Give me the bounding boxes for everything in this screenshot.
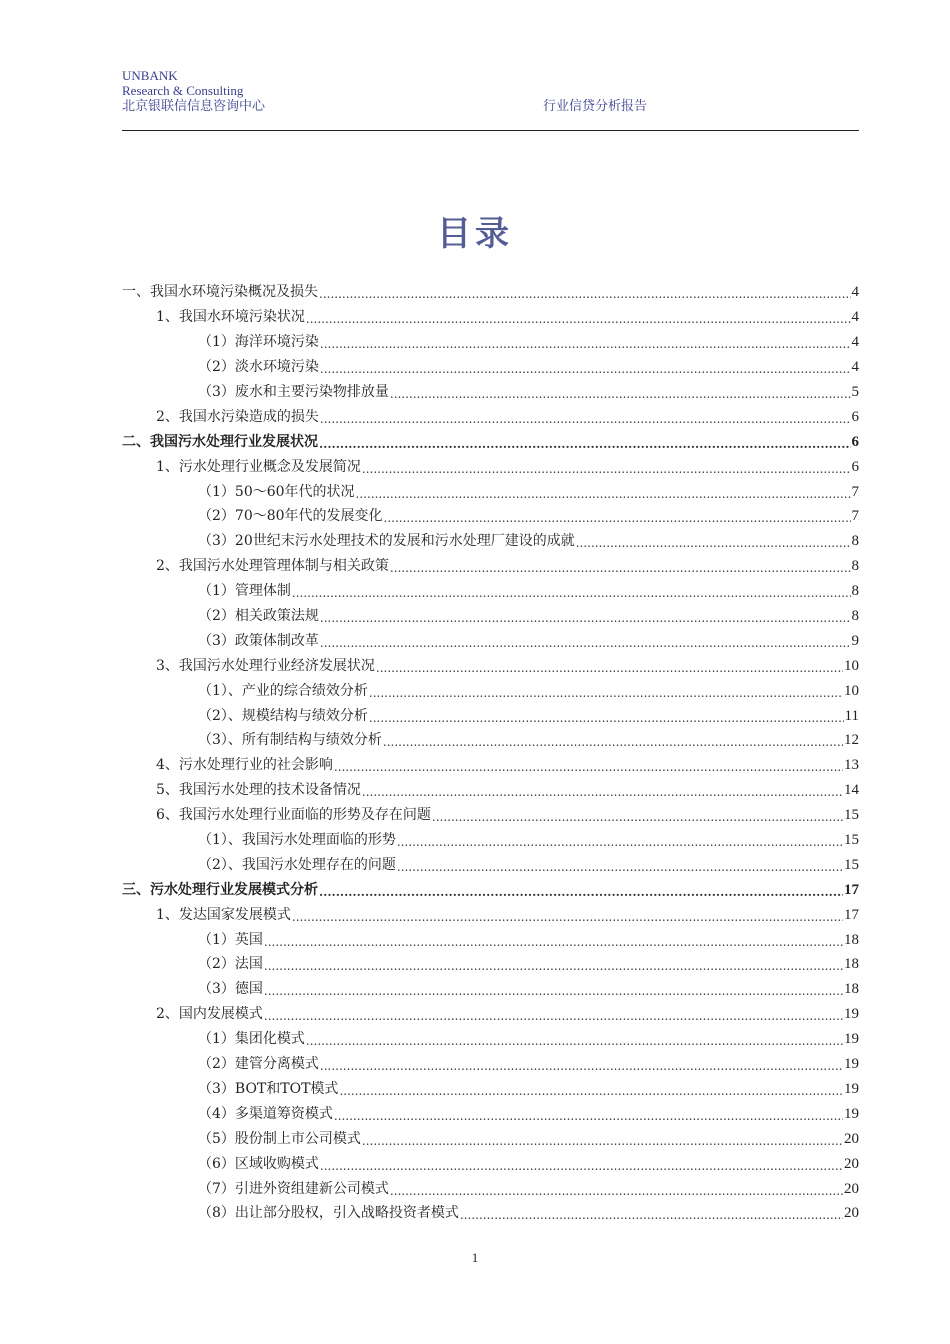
dot-leader	[369, 684, 843, 702]
toc-entry-page: 10	[844, 657, 859, 674]
toc-entry[interactable]	[122, 1077, 859, 1102]
toc-entry-title: （2）、规模结构与绩效分析	[198, 707, 368, 724]
toc-entry[interactable]	[122, 653, 859, 678]
dot-leader	[390, 385, 851, 403]
toc-entry-page: 8	[851, 533, 859, 550]
toc-entry[interactable]	[122, 1027, 859, 1052]
toc-entry[interactable]	[122, 355, 859, 380]
toc-entry[interactable]	[122, 778, 859, 803]
toc-entry-page: 11	[844, 707, 859, 724]
dot-leader	[334, 1107, 843, 1125]
toc-entry-title: 1、发达国家发展模式	[156, 906, 291, 923]
table-of-contents	[122, 280, 859, 1226]
toc-entry-title: （2）70～80年代的发展变化	[198, 508, 383, 525]
toc-entry-title: （1）、我国污水处理面临的形势	[198, 832, 396, 849]
dot-leader	[320, 609, 851, 627]
toc-entry[interactable]	[122, 429, 859, 454]
toc-entry-page: 8	[851, 558, 859, 575]
brand-name: UNBANK	[122, 68, 178, 83]
toc-entry-title: （3）BOT和TOT模式	[198, 1080, 339, 1097]
toc-entry[interactable]	[122, 404, 859, 429]
dot-leader	[369, 709, 844, 727]
dot-leader	[292, 908, 843, 926]
brand-chinese-name: 北京银联信信息咨询中心	[122, 98, 266, 113]
header-divider	[122, 130, 859, 131]
toc-entry[interactable]	[122, 579, 859, 604]
toc-entry[interactable]	[122, 604, 859, 629]
dot-leader	[264, 933, 843, 951]
toc-entry[interactable]	[122, 529, 859, 554]
toc-entry[interactable]	[122, 1201, 859, 1226]
toc-entry-page: 8	[851, 583, 859, 600]
toc-entry[interactable]	[122, 380, 859, 405]
dot-leader	[576, 534, 851, 552]
dot-leader	[292, 584, 851, 602]
toc-entry[interactable]	[122, 803, 859, 828]
toc-entry-title: （1）海洋环境污染	[198, 334, 319, 351]
dot-leader	[320, 335, 851, 353]
toc-entry-page: 7	[851, 483, 859, 500]
toc-entry-page: 20	[844, 1155, 859, 1172]
toc-entry[interactable]	[122, 728, 859, 753]
toc-entry-title: （6）区域收购模式	[198, 1155, 319, 1172]
toc-entry-page: 19	[844, 1105, 859, 1122]
toc-entry-title: 4、污水处理行业的社会影响	[156, 757, 333, 774]
dot-leader	[320, 360, 851, 378]
report-type: 行业信贷分析报告	[543, 99, 648, 114]
toc-entry-page: 15	[844, 856, 859, 873]
toc-entry-page: 9	[851, 632, 859, 649]
toc-entry[interactable]	[122, 703, 859, 728]
toc-entry[interactable]	[122, 852, 859, 877]
page-header	[122, 68, 859, 132]
toc-entry-page: 19	[844, 1056, 859, 1073]
brand-subtitle: Research & Consulting	[122, 83, 244, 98]
toc-entry-title: （1）集团化模式	[198, 1031, 305, 1048]
dot-leader	[264, 957, 843, 975]
dot-leader	[460, 1206, 843, 1224]
toc-entry-page: 4	[851, 284, 859, 301]
dot-leader	[376, 659, 843, 677]
toc-entry[interactable]	[122, 927, 859, 952]
toc-entry-page: 4	[851, 334, 859, 351]
toc-entry-page: 19	[844, 1006, 859, 1023]
toc-entry[interactable]	[122, 753, 859, 778]
dot-leader	[320, 1157, 843, 1175]
page-number: 1	[471, 1250, 479, 1265]
toc-entry-page: 6	[851, 408, 859, 425]
dot-leader	[362, 460, 851, 478]
toc-entry[interactable]	[122, 330, 859, 355]
toc-entry[interactable]	[122, 952, 859, 977]
dot-leader	[320, 634, 851, 652]
dot-leader	[339, 1082, 843, 1100]
dot-leader	[319, 285, 851, 303]
toc-entry-page: 6	[851, 458, 859, 475]
toc-entry[interactable]	[122, 902, 859, 927]
toc-entry-title: （3）20世纪末污水处理技术的发展和污水处理厂建设的成就	[198, 533, 575, 550]
dot-leader	[390, 559, 851, 577]
toc-entry[interactable]	[122, 280, 859, 305]
toc-entry-title: （2）建管分离模式	[198, 1056, 319, 1073]
toc-entry-page: 4	[851, 359, 859, 376]
dot-leader	[383, 733, 843, 751]
dot-leader	[390, 1182, 843, 1200]
dot-leader	[319, 883, 843, 901]
toc-entry-title: 2、我国水污染造成的损失	[156, 408, 319, 425]
dot-leader	[334, 758, 843, 776]
toc-entry[interactable]	[122, 479, 859, 504]
toc-entry-page: 20	[844, 1130, 859, 1147]
toc-entry-title: （3）、所有制结构与绩效分析	[198, 732, 382, 749]
toc-entry-page: 18	[844, 956, 859, 973]
toc-entry[interactable]	[122, 305, 859, 330]
toc-entry-page: 19	[844, 1080, 859, 1097]
dot-leader	[432, 808, 843, 826]
toc-entry-title: 三、污水处理行业发展模式分析	[122, 881, 318, 898]
toc-entry[interactable]	[122, 1101, 859, 1126]
toc-entry[interactable]	[122, 454, 859, 479]
toc-entry-page: 5	[851, 384, 859, 400]
toc-entry-title: （1）、产业的综合绩效分析	[198, 682, 368, 699]
dot-leader	[320, 1057, 843, 1075]
toc-entry-title: （4）多渠道筹资模式	[198, 1105, 333, 1122]
toc-entry-title: （2）淡水环境污染	[198, 359, 319, 376]
toc-entry-title: 5、我国污水处理的技术设备情况	[156, 782, 361, 799]
toc-entry-page: 17	[844, 881, 859, 898]
toc-entry-title: （7）引进外资组建新公司模式	[198, 1180, 389, 1197]
toc-entry-title: （2）相关政策法规	[198, 608, 319, 625]
toc-entry[interactable]	[122, 504, 859, 529]
toc-entry[interactable]	[122, 554, 859, 579]
dot-leader	[306, 310, 851, 328]
dot-leader	[306, 1032, 843, 1050]
toc-entry-page: 20	[844, 1180, 859, 1197]
toc-entry-page: 8	[851, 608, 859, 625]
toc-entry-title: （2）、我国污水处理存在的问题	[198, 856, 396, 873]
toc-entry-title: 一、我国水环境污染概况及损失	[122, 284, 318, 301]
toc-entry-title: （2）法国	[198, 956, 263, 973]
toc-entry-page: 17	[844, 906, 859, 923]
toc-entry[interactable]	[122, 977, 859, 1002]
toc-entry[interactable]	[122, 1126, 859, 1151]
toc-entry[interactable]	[122, 628, 859, 653]
toc-entry[interactable]	[122, 678, 859, 703]
company-brand	[122, 68, 265, 113]
toc-entry-title: （5）股份制上市公司模式	[198, 1130, 361, 1147]
dot-leader	[264, 1007, 843, 1025]
toc-entry-title: 二、我国污水处理行业发展状况	[122, 433, 318, 450]
toc-entry[interactable]	[122, 1052, 859, 1077]
toc-entry[interactable]	[122, 1002, 859, 1027]
toc-entry-title: （1）50～60年代的状况	[198, 483, 355, 500]
toc-entry-page: 14	[844, 782, 859, 799]
toc-entry-title: （1）管理体制	[198, 583, 291, 600]
toc-entry-page: 4	[851, 309, 859, 326]
page-title: 目录	[437, 214, 513, 254]
toc-entry[interactable]	[122, 1151, 859, 1176]
toc-entry-page: 6	[851, 433, 859, 450]
toc-entry-page: 13	[844, 757, 859, 774]
toc-entry-title: 1、我国水环境污染状况	[156, 309, 305, 326]
toc-entry-page: 18	[844, 931, 859, 948]
dot-leader	[397, 858, 843, 876]
toc-entry-title: 1、污水处理行业概念及发展简况	[156, 458, 361, 475]
toc-entry-title: 3、我国污水处理行业经济发展状况	[156, 657, 375, 674]
toc-entry[interactable]	[122, 1176, 859, 1201]
toc-entry-page: 15	[844, 832, 859, 849]
toc-entry-page: 10	[844, 682, 859, 699]
toc-entry-page: 18	[844, 981, 859, 998]
dot-leader	[320, 410, 851, 428]
dot-leader	[264, 982, 843, 1000]
dot-leader	[319, 435, 851, 453]
toc-entry-page: 20	[844, 1205, 859, 1222]
toc-entry[interactable]	[122, 877, 859, 902]
toc-entry-title: 2、国内发展模式	[156, 1006, 263, 1023]
dot-leader	[356, 485, 851, 503]
toc-entry-title: 2、我国污水处理管理体制与相关政策	[156, 558, 389, 575]
toc-entry-title: （3）政策体制改革	[198, 632, 319, 649]
dot-leader	[397, 833, 843, 851]
toc-entry[interactable]	[122, 828, 859, 853]
dot-leader	[362, 783, 843, 801]
toc-entry-title: 6、我国污水处理行业面临的形势及存在问题	[156, 807, 431, 824]
toc-entry-page: 7	[851, 508, 859, 525]
toc-entry-title: （3）德国	[198, 981, 263, 998]
dot-leader	[384, 509, 851, 527]
dot-leader	[362, 1132, 843, 1150]
toc-entry-title: （8）出让部分股权，引入战略投资者模式	[198, 1205, 459, 1222]
toc-entry-title: （1）英国	[198, 931, 263, 948]
toc-entry-title: （3）废水和主要污染物排放量	[198, 384, 389, 400]
toc-entry-page: 19	[844, 1031, 859, 1048]
toc-entry-page: 15	[844, 807, 859, 824]
toc-entry-page: 12	[844, 732, 859, 749]
